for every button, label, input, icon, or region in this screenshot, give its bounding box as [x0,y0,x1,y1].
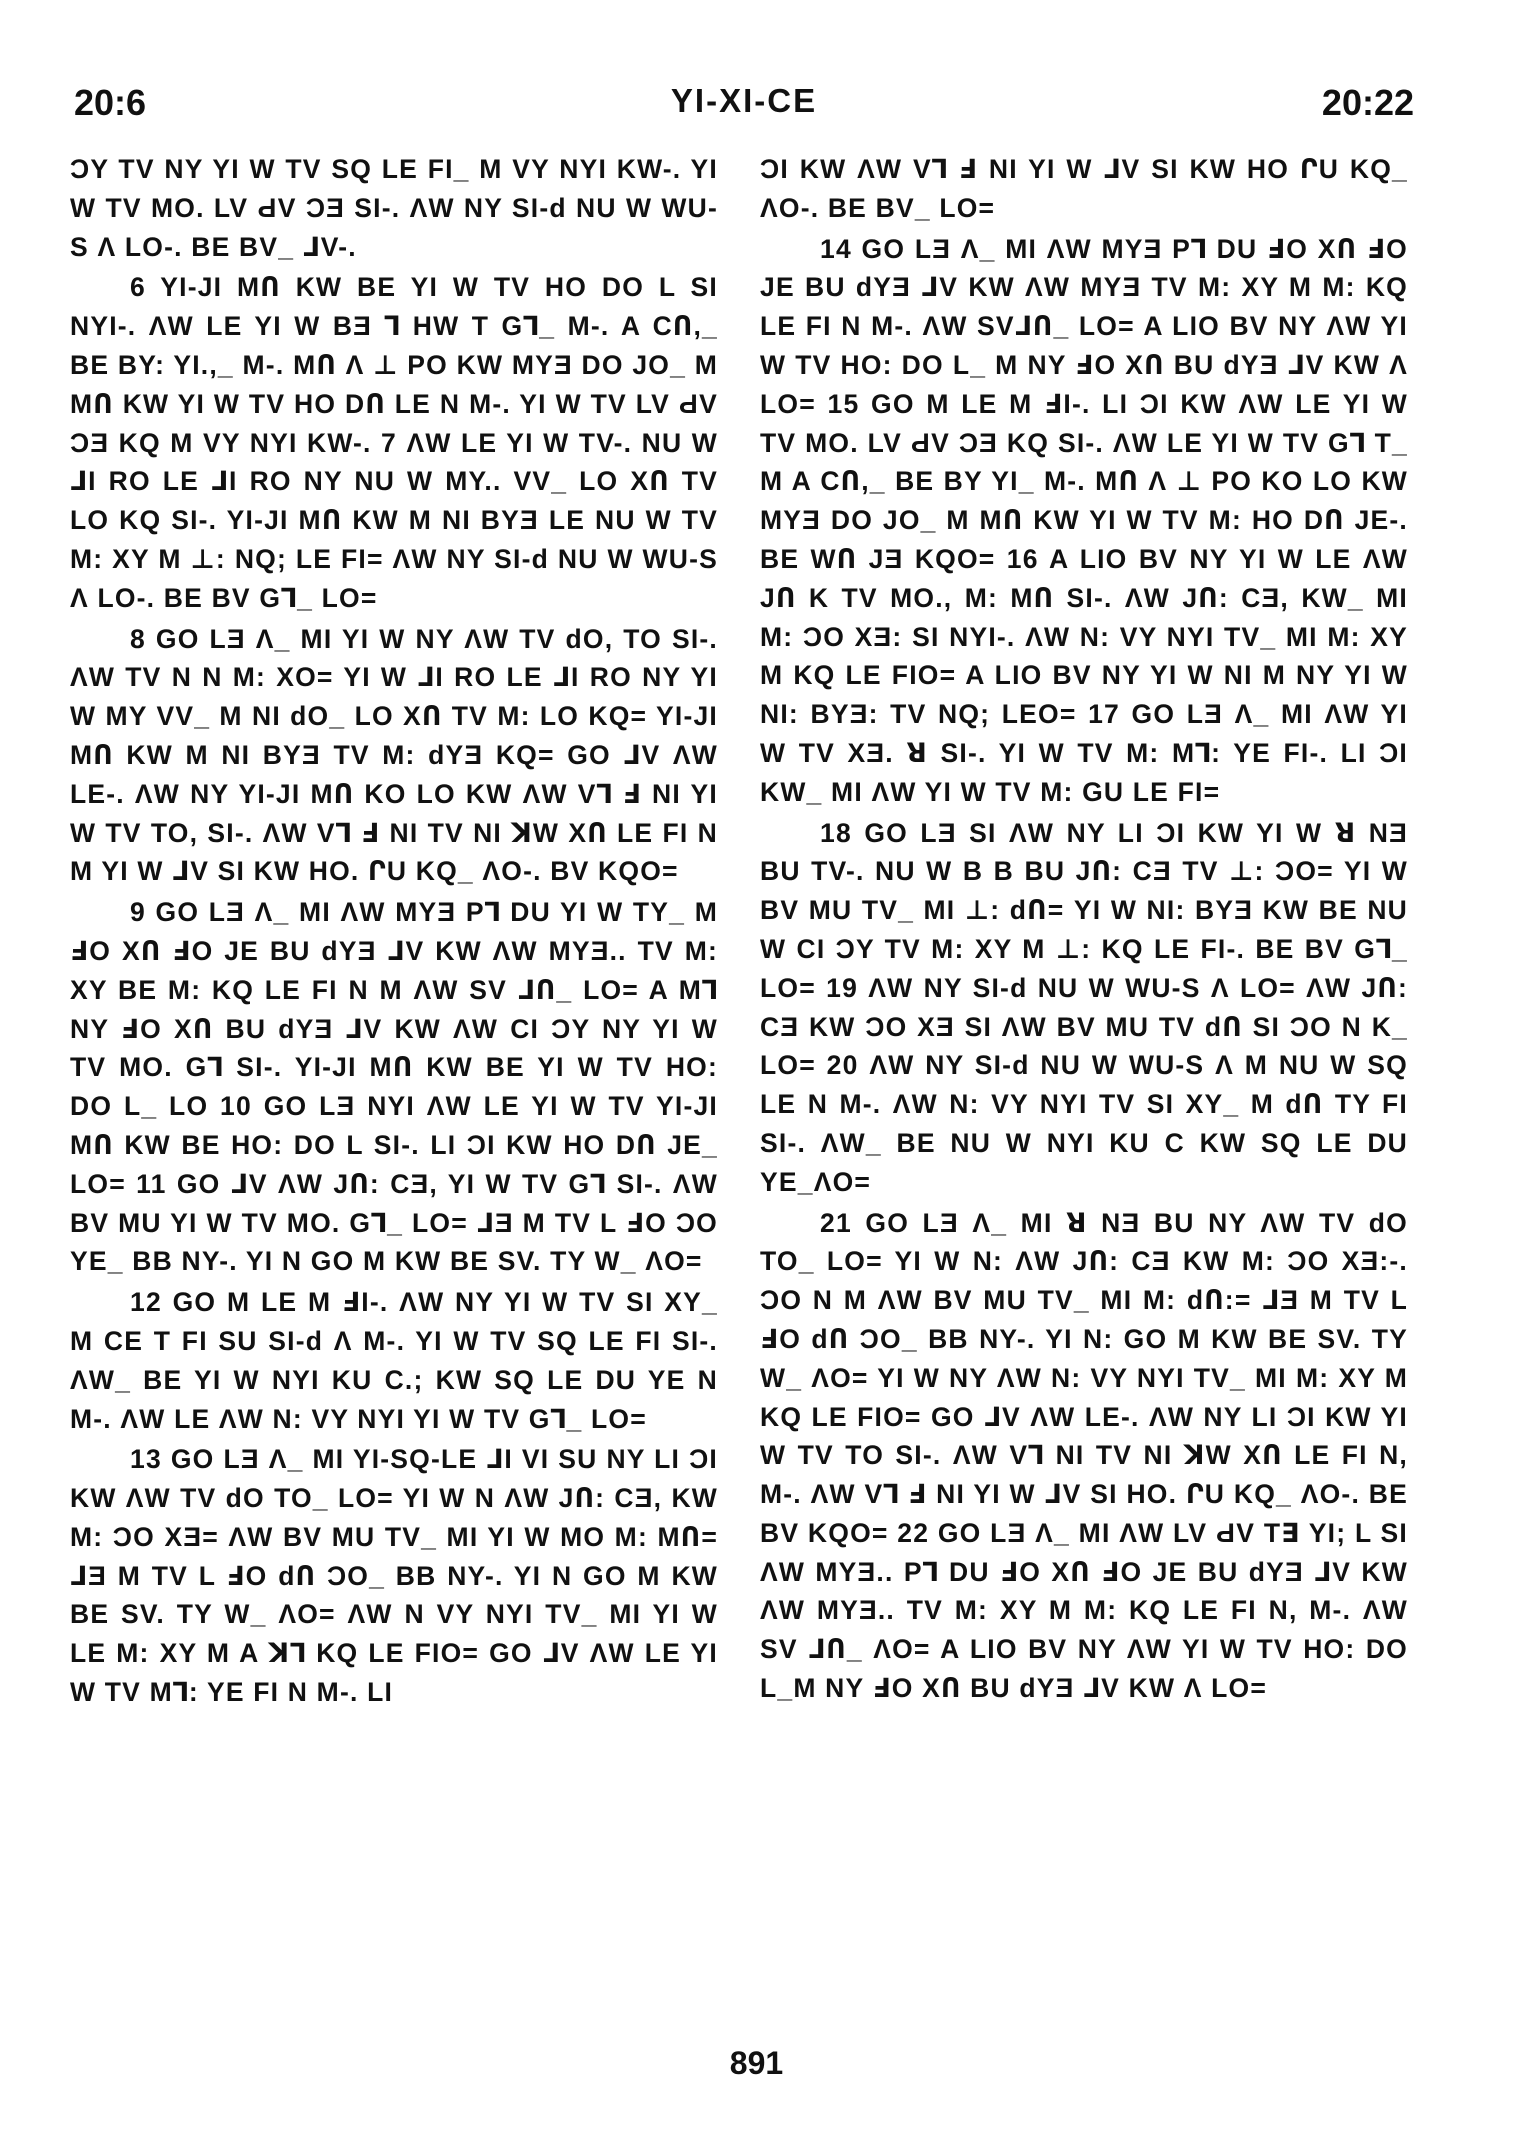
page-header [74,82,1414,132]
header-right-reference: 20:22 [1321,82,1414,123]
left-column [70,150,718,1714]
paragraph: 12 GO M LE M ℲI-. ΛW NY YI W TV SI XY_ M CE T FI SU SI-ԁ Λ M-. YI W TV SQ LE FI SI-. ΛW_ BE YI W NYI KU C.; KW SQ LE DU YE N M-. ΛW LE ΛW N: VY NYI YI W TV G⅂_ LO= [70,1287,718,1434]
paragraph: 9 GO LƎ Λ_ MI ΛW MYƎ P⅂ DU YI W TY_ M ℲO XՈ ℲO JE BU ԁYƎ ⅃V KW ΛW MYƎ.. TV M: XY BE M: KQ LE FI N M ΛW SV ⅃Ո_ LO= A M⅂ NY ℲO XՈ BU ԁYƎ ⅃V KW ΛW CI ƆY NY YI W TV MO. G⅂ SI-. YI-JI MՈ KW BE YI W TV HO: DO L_ LO 10 GO LƎ NYI ΛW LE YI W TV YI-JI MՈ KW BE HO: DO L SI-. LI ƆI KW HO DՈ JE_ LO= 11 GO ⅃V ΛW JՈ: CƎ, YI W TV G⅂ SI-. ΛW BV MU YI W TV MO. G⅂_ LO= ⅃Ǝ M TV L ℲO ƆO YE_ BB NY-. YI N GO M KW BE SV. TY W_ ΛO= [70,897,718,1277]
paragraph: 13 GO LƎ Λ_ MI YI-SQ-LE ⅃I VI SU NY LI ƆI KW ΛW TV ԁO TO_ LO= YI W N ΛW JՈ: CƎ, KW M: ƆO XƎ= ΛW BV MU TV_ MI YI W MO M: MՈ= ⅃Ǝ M TV L ℲO ԁՈ ƆO_ BB NY-. YI N GO M KW BE SV. TY W_ ΛO= ΛW N VY NYI TV_ MI YI W LE M: XY M A ꓘ⅂ KQ LE FIO= GO ⅃V ΛW LE YI W TV M⅂: YE FI N M-. LI [70,1444,718,1708]
paragraph: 14 GO LƎ Λ_ MI ΛW MYƎ P⅂ DU ℲO XՈ ℲO JE BU ԁYƎ ⅃V KW ΛW MYƎ TV M: XY M M: KQ LE FI N M-. ΛW SV⅃Ո_ LO= A LIO BV NY ΛW YI W TV HO: DO L_ M NY ℲO XՈ BU ԁYƎ ⅃V KW Λ LO= 15 GO M LE M ℲI-. LI ƆI KW ΛW LE YI W TV MO. LV ԀV ƆƎ KQ SI-. ΛW LE YI W TV G⅂ T_ M A CՈ,_ BE BY YI_ M-. MՈ Λ ⊥ PO KO LO KW MYƎ DO JO_ M MՈ KW YI W TV M: HO DՈ JE-. BE WՈ JƎ KQO= 16 A LIO BV NY YI W LE ΛW JՈ K TV MO., M: MՈ SI-. ΛW JՈ: CƎ, KW_ MI M: ƆO XƎ: SI NYI-. ΛW N: VY NYI TV_ MI M: XY M KQ LE FIO= A LIO BV NY YI W NI M NY YI W NI: BYƎ: TV NQ; LEO= 17 GO LƎ Λ_ MI ΛW YI W TV XƎ. ꓤ SI-. YI W TV M: M⅂: YE FI-. LI ƆI KW_ MI ΛW YI W TV M: GU LE FI= [760,233,1408,807]
right-column [760,150,1408,1710]
paragraph: ƆY TV NY YI W TV SQ LE FI_ M VY NYI KW-. YI W TV MO. LV ԀV ƆƎ SI-. ΛW NY SI-ԁ NU W WU-S Λ LO-. BE BV_ ⅃V-. [70,154,718,262]
paragraph: 18 GO LƎ SI ΛW NY LI ƆI KW YI W ꓤ NƎ BU TV-. NU W B B BU JՈ: CƎ TV ⊥: ƆO= YI W BV MU TV_ MI ⊥: ԁՈ= YI W NI: BYƎ KW BE NU W CI ƆY TV M: XY M ⊥: KQ LE FI-. BE BV G⅂_ LO= 19 ΛW NY SI-ԁ NU W WU-S Λ LO= ΛW JՈ: CƎ KW ƆO XƎ SI ΛW BV MU TV ԁՈ SI ƆO N K_ LO= 20 ΛW NY SI-ԁ NU W WU-S Λ M NU W SQ LE N M-. ΛW N: VY NYI TV SI XY_ M ԁՈ TY FI SI-. ΛW_ BE NU W NYI KU C KW SQ LE DU YE_ΛO= [760,817,1408,1197]
paragraph: ƆI KW ΛW V⅂ Ⅎ NI YI W ⅃V SI KW HO ՐU KQ_ ΛO-. BE BV_ LO= [760,154,1408,223]
paragraph: 21 GO LƎ Λ_ MI ꓤ NƎ BU NY ΛW TV ԁO TO_ LO= YI W N: ΛW JՈ: CƎ KW M: ƆO XƎ:-. ƆO N M ΛW BV MU TV_ MI M: ԁՈ:= ⅃Ǝ M TV L ℲO ԁՈ ƆO_ BB NY-. YI N: GO M KW BE SV. TY W_ ΛO= YI W NY ΛW N: VY NYI TV_ MI M: XY M KQ LE FIO= GO ⅃V ΛW LE-. ΛW NY LI ƆI KW YI W TV TO SI-. ΛW V⅂ NI TV NI ꓘW XՈ LE FI N, M-. ΛW V⅂ Ⅎ NI YI W ⅃V SI HO. ՐU KQ_ ΛO-. BE BV KQO= 22 GO LƎ Λ_ MI ΛW LV ԀV T∃ YI; L SI ΛW MYƎ.. P⅂ DU ℲO XՈ ℲO JE BU ԁYƎ ⅃V KW ΛW MYƎ.. TV M: XY M M: KQ LE FI N, M-. ΛW SV ⅃Ո_ ΛO= A LIO BV NY ΛW YI W TV HO: DO L_M NY ℲO XՈ BU ԁYƎ ⅃V KW Λ LO= [760,1207,1408,1704]
header-left-reference: 20:6 [74,82,147,123]
book-title: YI-XI-CE [670,82,818,119]
page-number: 891 [729,2045,784,2081]
paragraph: 8 GO LƎ Λ_ MI YI W NY ΛW TV ԁO, TO SI-. ΛW TV N N M: XO= YI W ⅃I RO LE ⅃I RO NY YI W MY VV_ M NI ԁO_ LO XՈ TV M: LO KQ= YI-JI MՈ KW M NI BYƎ TV M: ԁYƎ KQ= GO ⅃V ΛW LE-. ΛW NY YI-JI MՈ KO LO KW ΛW V⅂ Ⅎ NI YI W TV TO, SI-. ΛW V⅂ Ⅎ NI TV NI ꓘW XՈ LE FI N M YI W ⅃V SI KW HO. ՐU KQ_ ΛO-. BV KQO= [70,623,718,887]
paragraph: 6 YI-JI MՈ KW BE YI W TV HO DO L SI NYI-. ΛW LE YI W BƎ ꓶ HW T G⅂_ M-. A CՈ,_ BE BY: YI.,_ M-. MՈ Λ ⊥ PO KW MYƎ DO JO_ M MՈ KW YI W TV HO DՈ LE N M-. YI W TV LV ԀV ƆƎ KQ M VY NYI KW-. 7 ΛW LE YI W TV-. NU W ⅃I RO LE ⅃I RO NY NU W MY.. VV_ LO XՈ TV LO KQ SI-. YI-JI MՈ KW M NI BYƎ LE NU W TV M: XY M ⊥: NQ; LE FI= ΛW NY SI-ԁ NU W WU-S Λ LO-. BE BV G⅂_ LO= [70,272,718,613]
